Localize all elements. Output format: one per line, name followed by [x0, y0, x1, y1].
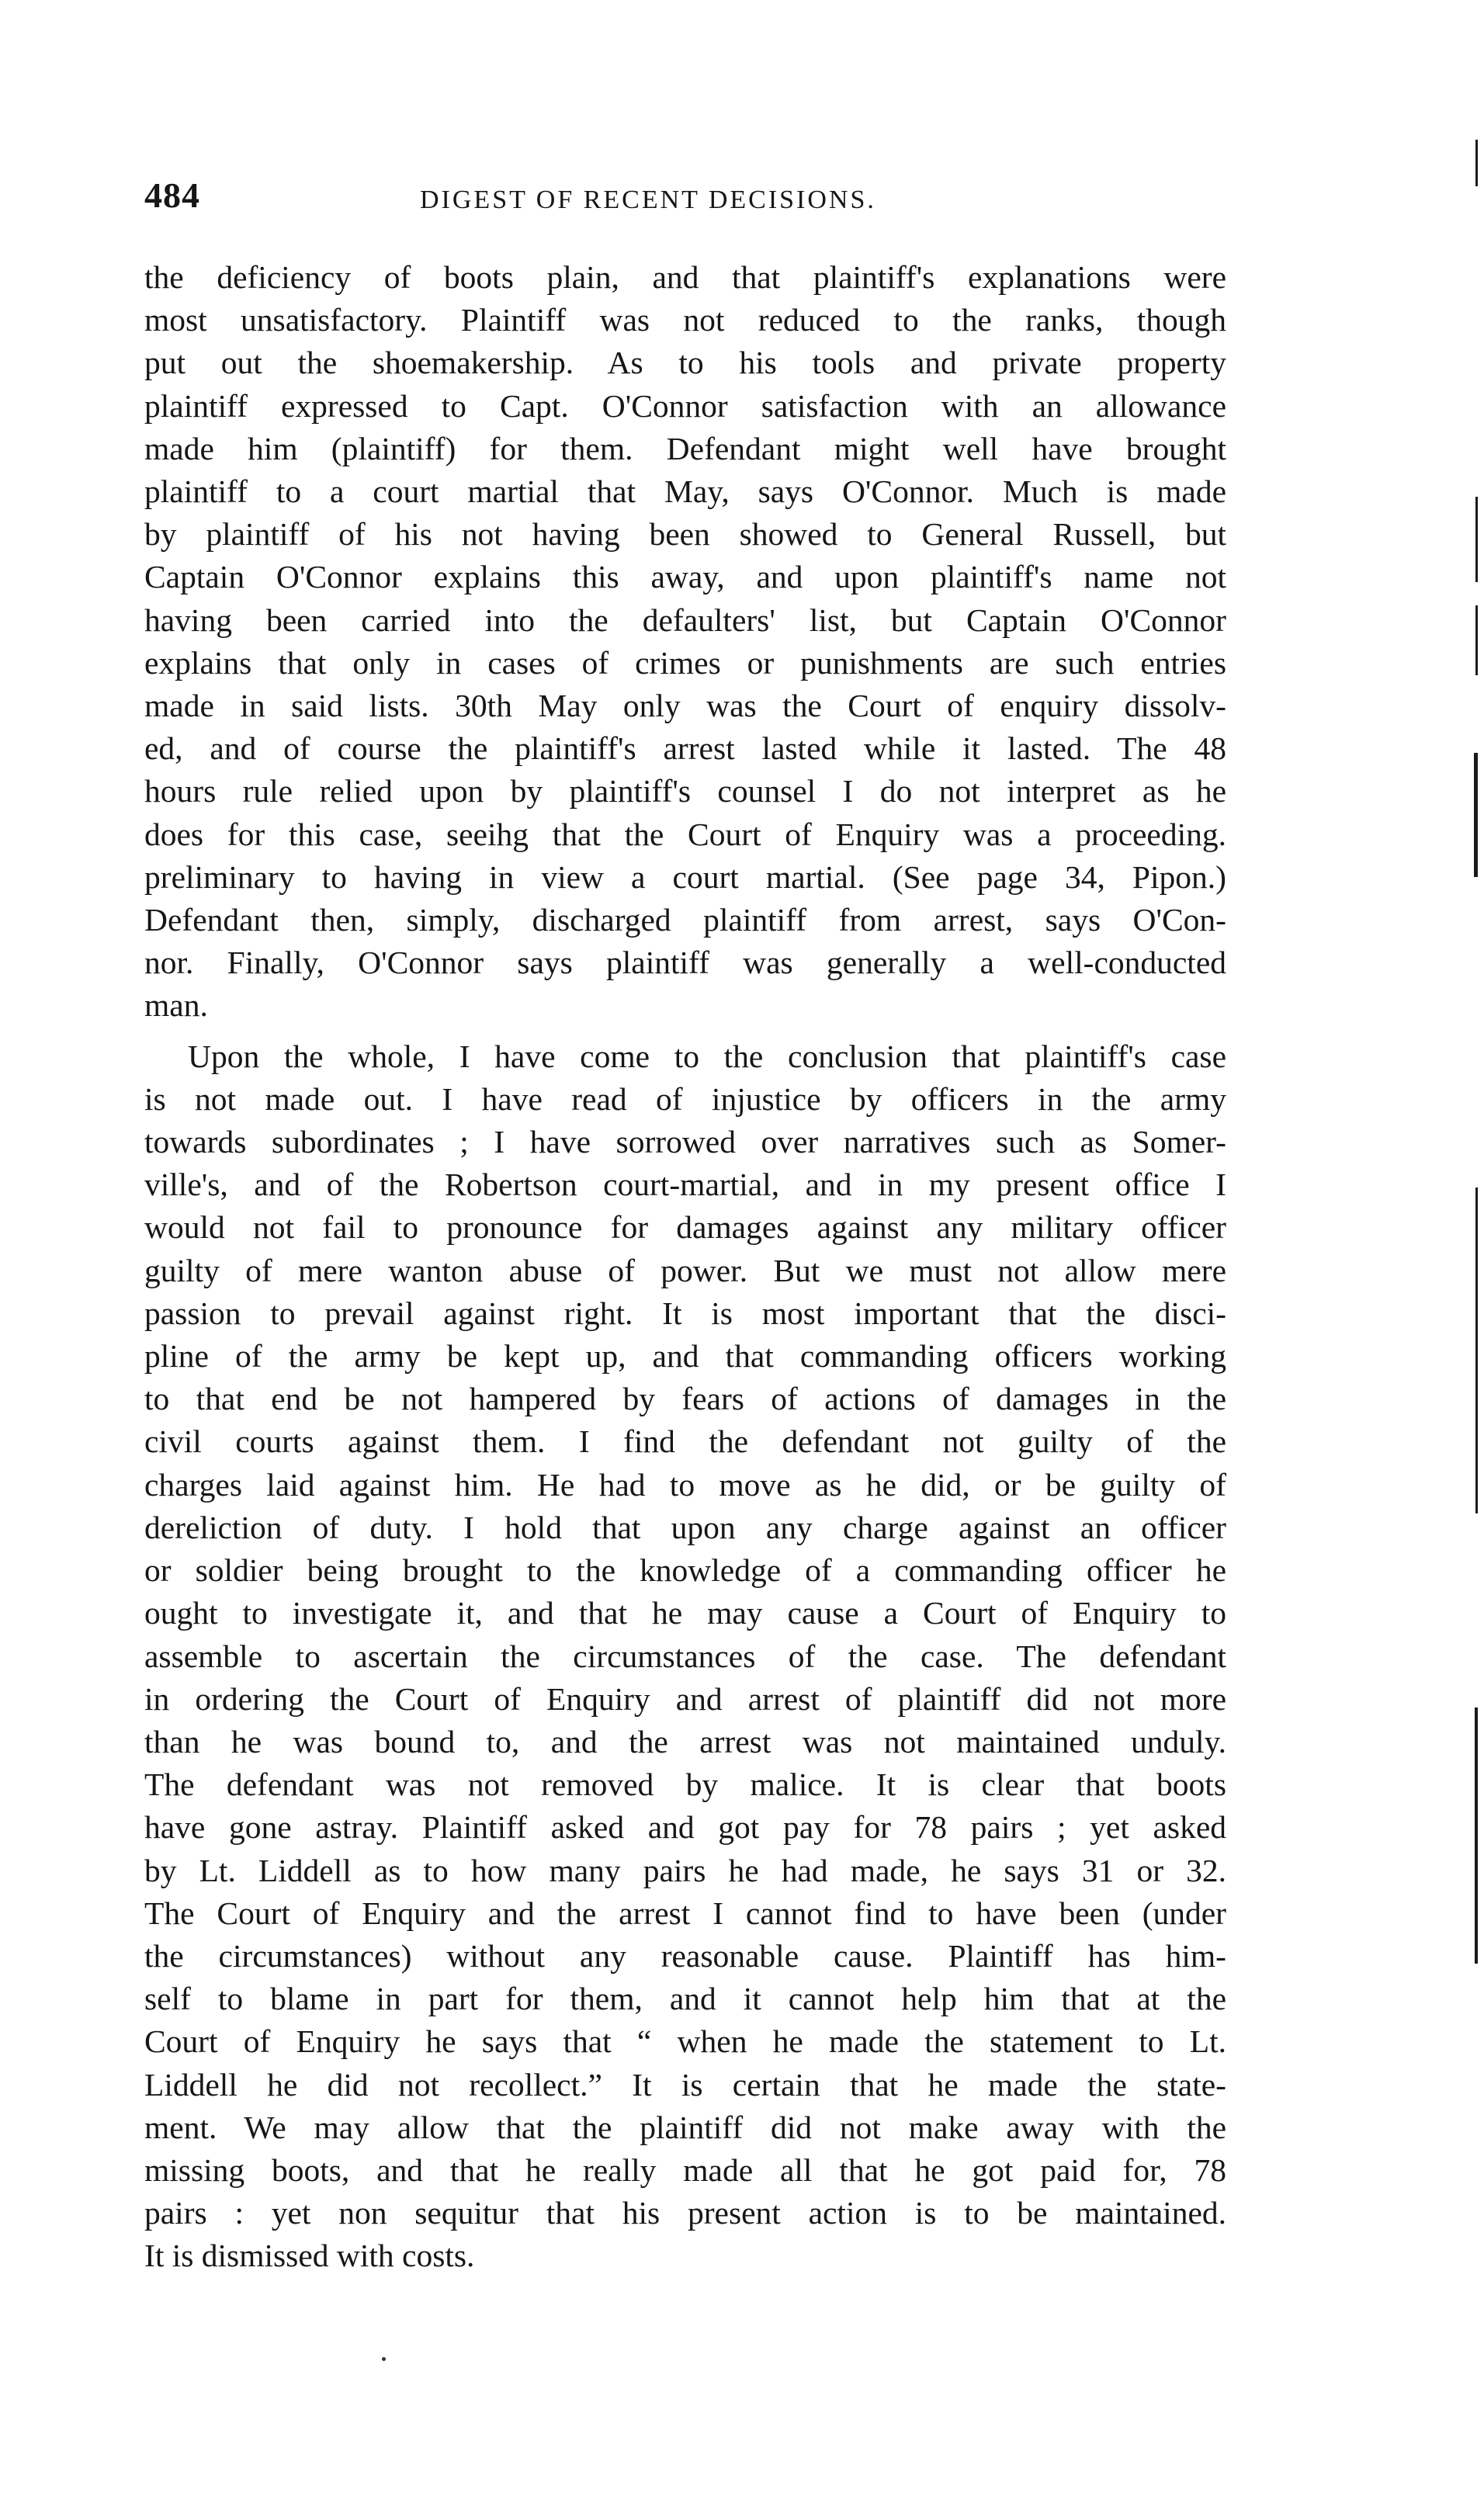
body-text: [144, 256, 1226, 2278]
text-line: made in said lists. 30th May only was the Court of enquiry dissolv-: [144, 688, 1226, 724]
paragraph-1: [144, 256, 1226, 1028]
page-header: [144, 175, 1231, 229]
text-line: explains that only in cases of crimes or punishments are such entries: [144, 644, 1226, 681]
scan-mark: [1475, 605, 1478, 675]
text-line: ville's, and of the Robertson court-martial, and in my present office I: [144, 1167, 1226, 1203]
text-line: hours rule relied upon by plaintiff's counsel I do not interpret as he: [144, 773, 1226, 810]
running-title: DIGEST OF RECENT DECISIONS.: [420, 185, 876, 214]
text-line: by plaintiff of his not having been showed to General Russell, but: [144, 516, 1226, 553]
text-line: pairs : yet non sequitur that his present action is to be maintained.: [144, 2195, 1226, 2231]
text-line: is not made out. I have read of injustice by officers in the army: [144, 1080, 1226, 1117]
scan-speck: [382, 2357, 386, 2361]
text-line: Liddell he did not recollect.” It is certain that he made the state-: [144, 2066, 1226, 2103]
text-line: passion to prevail against right. It is most important that the disci-: [144, 1295, 1226, 1331]
scan-mark: [1474, 753, 1478, 877]
text-line: civil courts against them. I find the defendant not guilty of the: [144, 1423, 1226, 1460]
text-line: to that end be not hampered by fears of actions of damages in the: [144, 1381, 1226, 1417]
text-line: having been carried into the defaulters' list, but Captain O'Connor: [144, 602, 1226, 638]
text-line: dereliction of duty. I hold that upon any charge against an officer: [144, 1509, 1226, 1545]
text-line: plaintiff to a court martial that May, says O'Connor. Much is made: [144, 473, 1226, 510]
text-line: Defendant then, simply, discharged plaintiff from arrest, says O'Con-: [144, 902, 1226, 938]
text-line: have gone astray. Plaintiff asked and got pay for 78 pairs ; yet asked: [144, 1809, 1226, 1846]
scan-mark: [1475, 1187, 1478, 1513]
text-line: by Lt. Liddell as to how many pairs he had made, he says 31 or 32.: [144, 1852, 1226, 1888]
text-line: or soldier being brought to the knowledge of a commanding officer he: [144, 1552, 1226, 1589]
text-line: Upon the whole, I have come to the conclusion that plaintiff's case: [188, 1038, 1226, 1074]
text-line: guilty of mere wanton abuse of power. But we must not allow mere: [144, 1252, 1226, 1288]
text-line: charges laid against him. He had to move as he did, or be guilty of: [144, 1466, 1226, 1503]
text-line: ought to investigate it, and that he may cause a Court of Enquiry to: [144, 1595, 1226, 1631]
text-line: would not fail to pronounce for damages against any military officer: [144, 1209, 1226, 1246]
text-line: in ordering the Court of Enquiry and arrest of plaintiff did not more: [144, 1680, 1226, 1717]
text-line: does for this case, seeihg that the Court of Enquiry was a proceeding.: [144, 816, 1226, 852]
text-line: most unsatisfactory. Plaintiff was not reduced to the ranks, though: [144, 302, 1226, 338]
text-line: ment. We may allow that the plaintiff did not make away with the: [144, 2109, 1226, 2145]
scan-mark: [1475, 1707, 1478, 1964]
text-line: the circumstances) without any reasonable cause. Plaintiff has him-: [144, 1937, 1226, 1974]
text-line: The Court of Enquiry and the arrest I cannot find to have been (under: [144, 1895, 1226, 1931]
scan-mark: [1475, 497, 1478, 582]
text-line: The defendant was not removed by malice. It is clear that boots: [144, 1766, 1226, 1803]
text-line: Court of Enquiry he says that “ when he made the statement to Lt.: [144, 2023, 1226, 2060]
text-line: the deficiency of boots plain, and that plaintiff's explanations were: [144, 259, 1226, 295]
scan-mark: [1475, 140, 1478, 186]
text-line: man.: [144, 987, 208, 1024]
text-line: preliminary to having in view a court martial. (See page 34, Pipon.): [144, 858, 1226, 895]
text-line: missing boots, and that he really made all that he got paid for, 78: [144, 2151, 1226, 2188]
text-line: ed, and of course the plaintiff's arrest lasted while it lasted. The 48: [144, 730, 1226, 767]
text-line: self to blame in part for them, and it cannot help him that at the: [144, 1981, 1226, 2017]
paragraph-2: [144, 1035, 1226, 2278]
text-line: pline of the army be kept up, and that commanding officers working: [144, 1338, 1226, 1375]
text-line: than he was bound to, and the arrest was not maintained unduly.: [144, 1723, 1226, 1759]
text-line: nor. Finally, O'Connor says plaintiff was generally a well-conducted: [144, 945, 1226, 981]
text-line: made him (plaintiff) for them. Defendant might well have brought: [144, 430, 1226, 466]
text-line: It is dismissed with costs.: [144, 2238, 475, 2274]
text-line: towards subordinates ; I have sorrowed over narratives such as Somer-: [144, 1124, 1226, 1160]
page-number: 484: [144, 175, 200, 215]
text-line: assemble to ascertain the circumstances of the case. The defendant: [144, 1638, 1226, 1674]
text-line: plaintiff expressed to Capt. O'Connor satisfaction with an allowance: [144, 387, 1226, 424]
text-line: Captain O'Connor explains this away, and upon plaintiff's name not: [144, 559, 1226, 595]
text-line: put out the shoemakership. As to his tools and private property: [144, 345, 1226, 381]
scan-edge-marks: [1472, 116, 1484, 2057]
